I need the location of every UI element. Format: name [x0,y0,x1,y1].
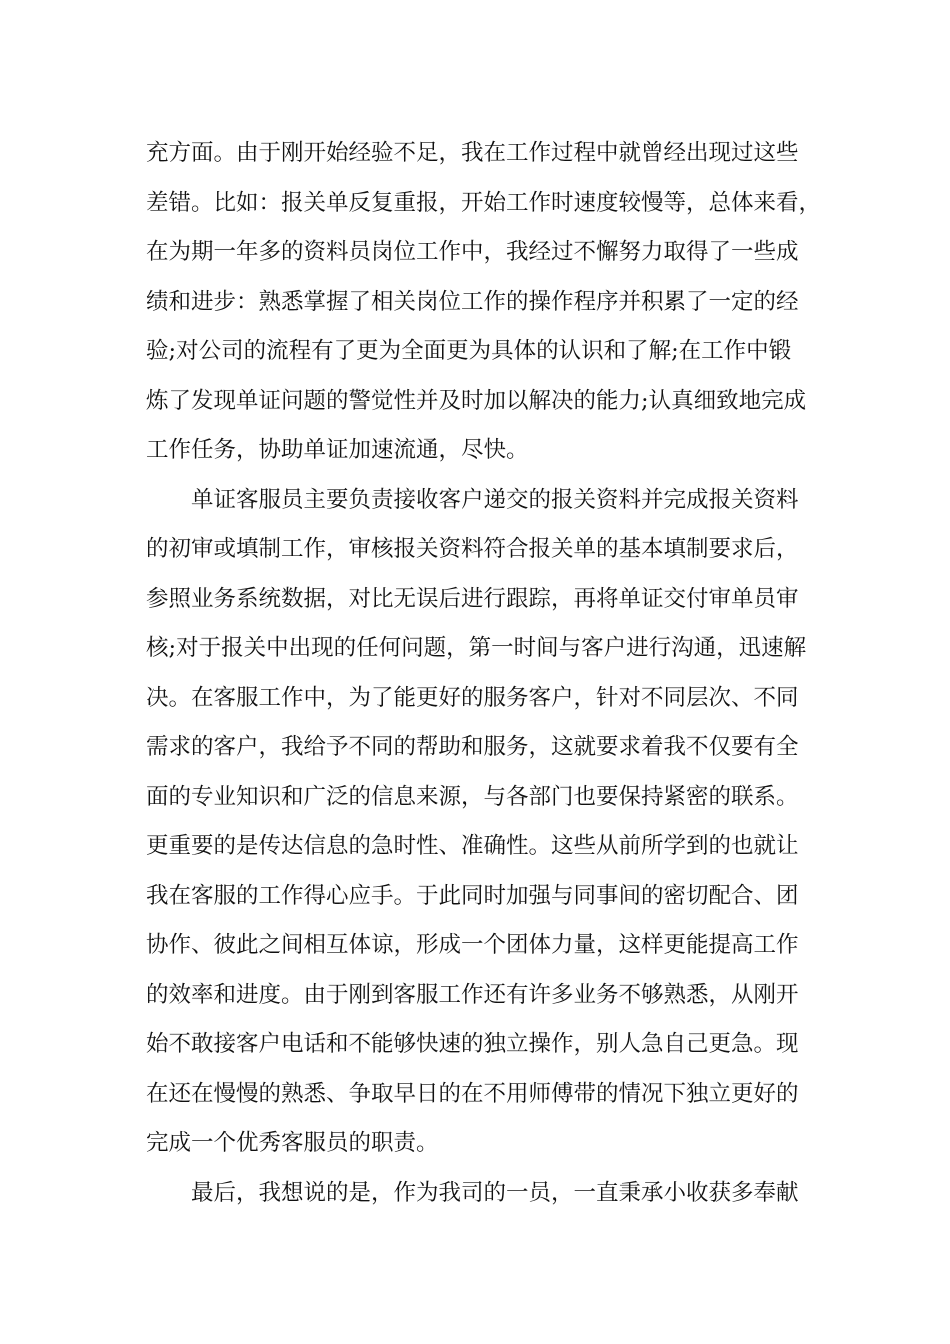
text-line: 更重要的是传达信息的急时性、准确性。这些从前所学到的也就让 [146,833,799,859]
text-line: 我在客服的工作得心应手。于此同时加强与同事间的密切配合、团 [146,882,799,909]
text-line: 完成一个优秀客服员的职责。 [146,1130,439,1156]
text-line: 需求的客户，我给予不同的帮助和服务，这就要求着我不仅要有全 [146,734,799,760]
text-line: 的效率和进度。由于刚到客服工作还有许多业务不够熟悉，从刚开 [146,981,799,1008]
text-line: 参照业务系统数据，对比无误后进行跟踪，再将单证交付审单员审 [146,585,799,612]
text-line: 差错。比如：报关单反复重报，开始工作时速度较慢等，总体来看， [146,189,822,216]
text-line: 决。在客服工作中，为了能更好的服务客户，针对不同层次、不同 [146,684,799,711]
text-line: 炼了发现单证问题的警觉性并及时加以解决的能力;认真细致地完成 [146,387,807,414]
text-line: 核;对于报关中出现的任何问题，第一时间与客户进行沟通，迅速解 [146,635,807,661]
text-line: 的初审或填制工作，审核报关资料符合报关单的基本填制要求后， [146,536,799,562]
body-text [146,129,826,1218]
text-line: 在为期一年多的资料员岗位工作中，我经过不懈努力取得了一些成 [146,239,799,265]
text-line: 验;对公司的流程有了更为全面更为具体的认识和了解;在工作中锻 [146,338,792,364]
text-line: 充方面。由于刚开始经验不足，我在工作过程中就曾经出现过这些 [146,140,799,166]
paragraph-start-line: 单证客服员主要负责接收客户递交的报关资料并完成报关资料 [191,486,799,513]
text-line: 绩和进步：熟悉掌握了相关岗位工作的操作程序并积累了一定的经 [146,288,799,315]
text-line: 在还在慢慢的熟悉、争取早日的在不用师傅带的情况下独立更好的 [146,1080,799,1107]
text-line: 协作、彼此之间相互体谅，形成一个团体力量，这样更能提高工作 [146,932,799,958]
text-line: 始不敢接客户电话和不能够快速的独立操作，别人急自己更急。现 [146,1031,799,1057]
text-line: 工作任务，协助单证加速流通，尽快。 [146,437,529,463]
text-line: 面的专业知识和广泛的信息来源，与各部门也要保持紧密的联系。 [146,783,799,810]
paragraph-start-line: 最后，我想说的是，作为我司的一员，一直秉承小收获多奉献 [191,1179,799,1206]
